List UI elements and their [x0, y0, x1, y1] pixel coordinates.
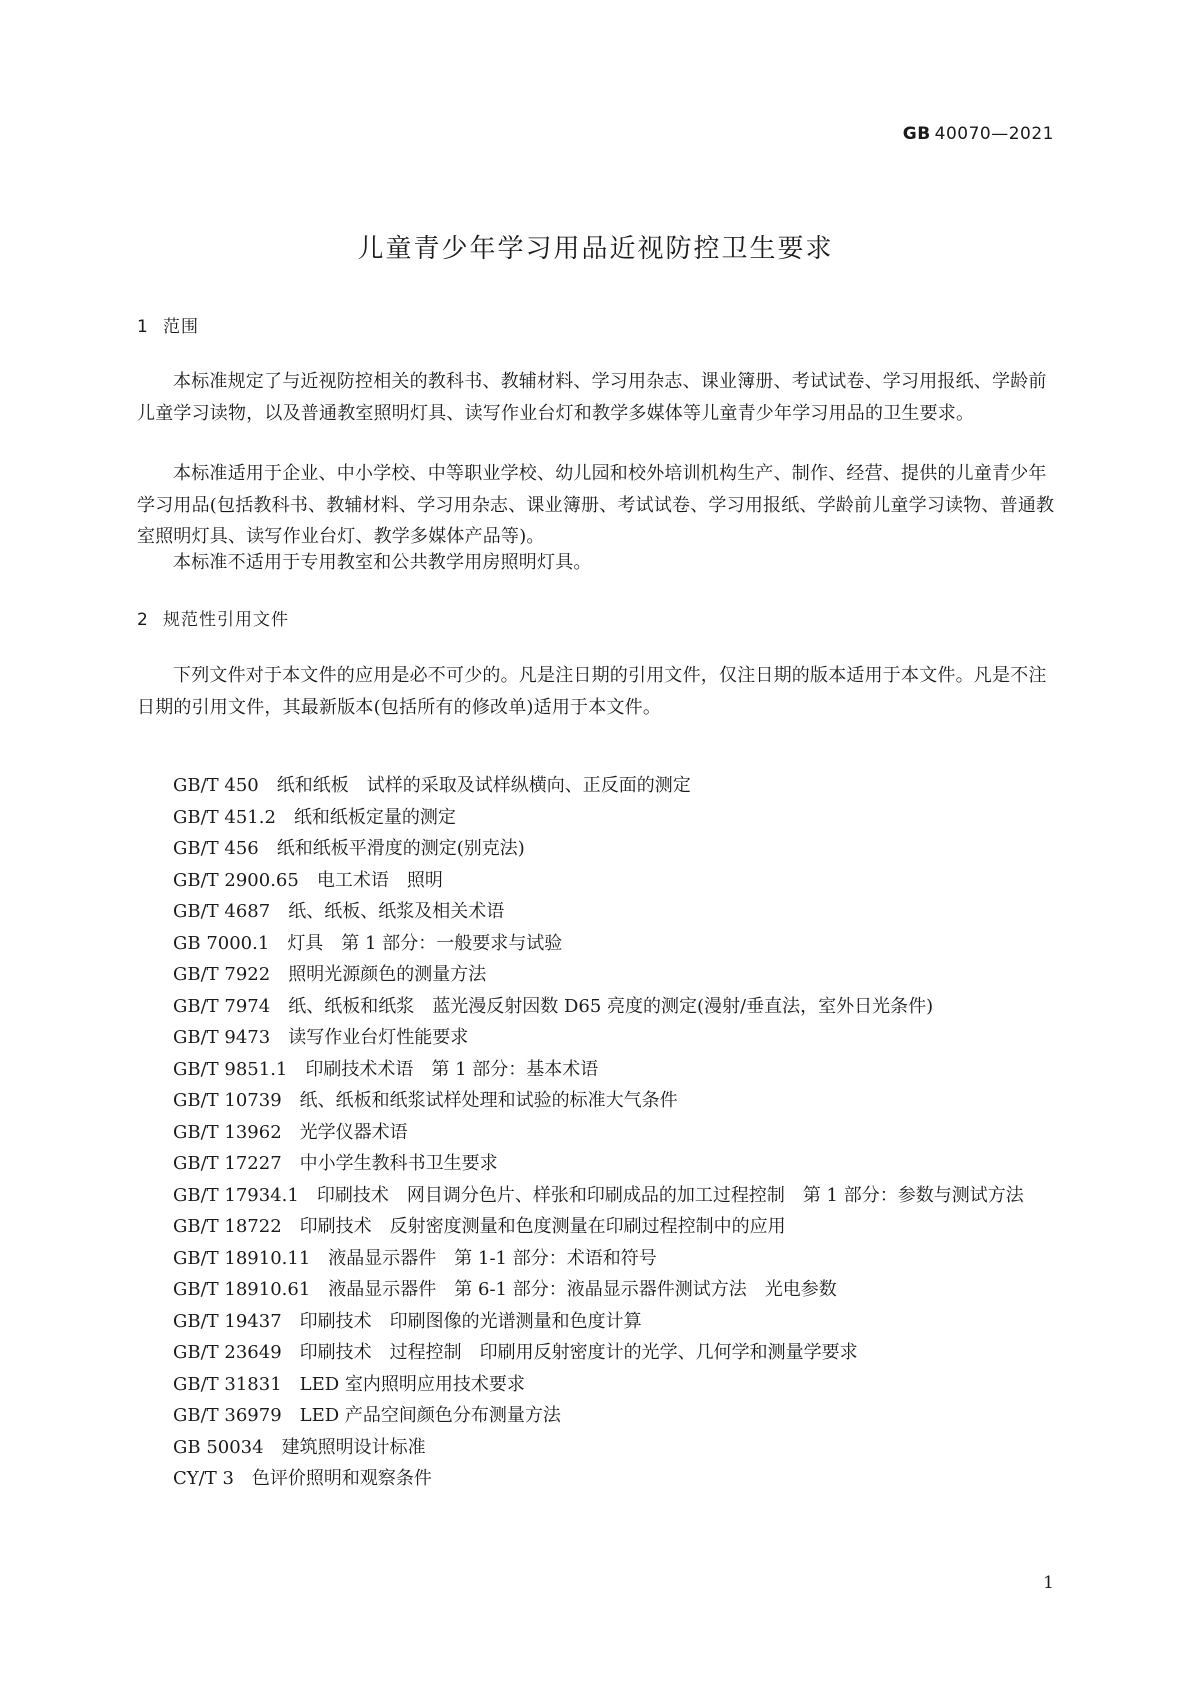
section-2-number: 2: [137, 610, 149, 630]
reference-title: 色评价照明和观察条件: [251, 1468, 432, 1489]
reference-title: 读写作业台灯性能要求: [288, 1027, 469, 1048]
reference-item: [137, 1337, 1055, 1369]
reference-title: 建筑照明设计标准: [281, 1436, 426, 1458]
section-2-intro: 下列文件对于本文件的应用是必不可少的。凡是注日期的引用文件，仅注日期的版本适用于本文件。凡是不注日期的引用文件，其最新版本(包括所有的修改单)适用于本文件。: [137, 665, 1047, 718]
reference-title: 纸、纸板、纸浆及相关术语: [288, 901, 505, 922]
reference-title: 纸和纸板 试样的采取及试样纵横向、正反面的测定: [276, 775, 691, 796]
section-1-paragraph-3: 本标准不适用于专用教室和公共教学用房照明灯具。: [173, 552, 592, 573]
reference-list: [137, 770, 1055, 1495]
reference-code: GB/T 456: [173, 838, 259, 859]
reference-code: GB 7000.1: [173, 932, 270, 954]
document-title: 儿童青少年学习用品近视防控卫生要求: [357, 234, 834, 264]
reference-item: [137, 1117, 1055, 1149]
reference-item: [137, 1306, 1055, 1338]
reference-code: GB/T 450: [173, 775, 259, 796]
reference-title: 印刷技术 过程控制 印刷用反射密度计的光学、几何学和测量学要求: [299, 1342, 858, 1363]
reference-title: 光学仪器术语: [299, 1121, 408, 1143]
reference-item: [137, 991, 1055, 1023]
reference-code: GB/T 17934.1: [173, 1184, 299, 1206]
section-2-title: 规范性引用文件: [163, 610, 289, 630]
reference-code: GB/T 7922: [173, 964, 271, 985]
reference-code: GB/T 18722: [173, 1216, 282, 1237]
reference-item: [137, 1054, 1055, 1086]
reference-item: [137, 865, 1055, 897]
reference-title: 电工术语 照明: [316, 869, 443, 891]
reference-code: GB/T 36979: [173, 1405, 282, 1426]
reference-code: GB/T 10739: [173, 1090, 282, 1111]
reference-title: LED 产品空间颜色分布测量方法: [299, 1405, 561, 1426]
reference-title: 印刷技术 反射密度测量和色度测量在印刷过程控制中的应用: [299, 1216, 786, 1237]
reference-title: 印刷技术 印刷图像的光谱测量和色度计算: [299, 1310, 642, 1332]
reference-item: [137, 1085, 1055, 1117]
reference-title: 纸和纸板平滑度的测定(别克法): [276, 838, 525, 859]
section-1-heading: [137, 312, 199, 337]
reference-code: GB/T 9473: [173, 1027, 271, 1048]
reference-code: GB/T 17227: [173, 1153, 282, 1174]
reference-code: GB/T 31831: [173, 1373, 282, 1395]
reference-code: CY/T 3: [173, 1468, 234, 1489]
reference-code: GB 50034: [173, 1436, 264, 1458]
reference-item: [137, 1432, 1055, 1464]
section-1-paragraph-1: 本标准规定了与近视防控相关的教科书、教辅材料、学习用杂志、课业簿册、考试试卷、学习用报纸、学龄前儿童学习读物，以及普通教室照明灯具、读写作业台灯和教学多媒体等儿童青少年学习用品的卫生要求。: [137, 371, 1047, 424]
reference-item: [137, 770, 1055, 802]
reference-item: [137, 1274, 1055, 1306]
standard-prefix: GB: [902, 124, 931, 144]
section-1-title: 范围: [163, 317, 199, 337]
reference-title: 液晶显示器件 第 1-1 部分：术语和符号: [328, 1247, 657, 1269]
reference-item: [137, 896, 1055, 928]
reference-item: [137, 1243, 1055, 1275]
reference-item: [137, 1463, 1055, 1495]
reference-item: [137, 1180, 1055, 1212]
reference-title: 纸、纸板和纸浆 蓝光漫反射因数 D65 亮度的测定(漫射/垂直法，室外日光条件): [288, 995, 934, 1017]
reference-item: [137, 833, 1055, 865]
reference-code: GB/T 18910.61: [173, 1279, 311, 1300]
standard-code: [903, 124, 1054, 144]
reference-code: GB/T 2900.65: [173, 869, 299, 891]
reference-code: GB/T 451.2: [173, 806, 276, 828]
reference-title: 印刷技术术语 第 1 部分：基本术语: [305, 1058, 599, 1080]
reference-item: [137, 928, 1055, 960]
section-1-number: 1: [137, 317, 149, 337]
section-2-heading: [137, 605, 289, 630]
reference-title: 纸和纸板定量的测定: [293, 806, 456, 828]
reference-title: LED 室内照明应用技术要求: [299, 1373, 525, 1395]
reference-item: [137, 1400, 1055, 1432]
standard-number: 40070—2021: [934, 124, 1054, 144]
section-1-paragraph-2: 本标准适用于企业、中小学校、中等职业学校、幼儿园和校外培训机构生产、制作、经营、提供的儿童青少年学习用品(包括教科书、教辅材料、学习用杂志、课业簿册、考试试卷、学习用报纸、学龄前儿童学习读物、普通教室照明灯具、读写作业台灯、教学多媒体产品等)。: [137, 463, 1055, 547]
reference-item: [137, 1022, 1055, 1054]
reference-item: [137, 1369, 1055, 1401]
reference-item: [137, 959, 1055, 991]
reference-item: [137, 802, 1055, 834]
page-number: 1: [1043, 1573, 1054, 1593]
reference-title: 纸、纸板和纸浆试样处理和试验的标准大气条件: [299, 1090, 678, 1111]
reference-code: GB/T 13962: [173, 1121, 282, 1143]
reference-title: 液晶显示器件 第 6-1 部分：液晶显示器件测试方法 光电参数: [328, 1279, 837, 1300]
reference-title: 照明光源颜色的测量方法: [288, 964, 487, 985]
reference-code: GB/T 19437: [173, 1310, 282, 1332]
reference-item: [137, 1148, 1055, 1180]
reference-code: GB/T 23649: [173, 1342, 282, 1363]
reference-code: GB/T 9851.1: [173, 1058, 288, 1080]
reference-title: 灯具 第 1 部分：一般要求与试验: [287, 932, 563, 954]
reference-code: GB/T 4687: [173, 901, 271, 922]
reference-code: GB/T 18910.11: [173, 1247, 311, 1269]
reference-item: [137, 1211, 1055, 1243]
reference-title: 印刷技术 网目调分色片、样张和印刷成品的加工过程控制 第 1 部分：参数与测试方法: [316, 1184, 1024, 1206]
reference-title: 中小学生教科书卫生要求: [299, 1153, 498, 1174]
reference-code: GB/T 7974: [173, 995, 271, 1017]
